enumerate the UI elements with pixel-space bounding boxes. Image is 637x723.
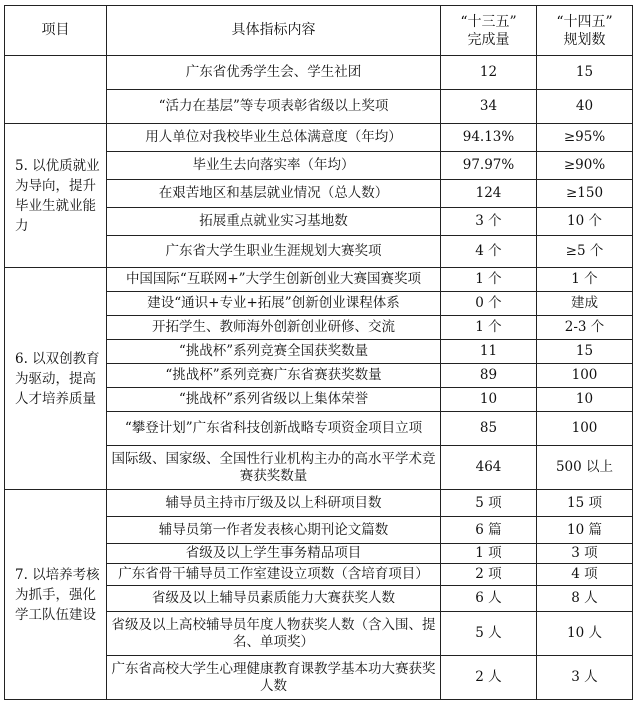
header-14th-line1: “十四五” [556, 13, 613, 30]
header-13th-line2: 完成量 [467, 31, 510, 48]
header-content: 具体指标内容 [107, 6, 441, 56]
done-cell: 11 [441, 340, 537, 364]
done-cell: 1 个 [441, 316, 537, 340]
group-cell-employment: 5. 以优质就业为导向，提升毕业生就业能力 [5, 124, 107, 268]
indicator-cell: “挑战杯”系列竞赛广东省赛获奖数量 [107, 364, 441, 388]
done-cell: 94.13% [441, 124, 537, 152]
indicator-cell: 广东省优秀学生会、学生社团 [107, 56, 441, 90]
plan-cell: 2-3 个 [537, 316, 633, 340]
indicator-cell: “活力在基层”等专项表彰省级以上奖项 [107, 90, 441, 124]
indicator-cell: 建设“通识+专业+拓展”创新创业课程体系 [107, 292, 441, 316]
done-cell: 10 [441, 388, 537, 412]
done-cell: 97.97% [441, 152, 537, 180]
plan-cell: 3 人 [537, 656, 633, 700]
indicator-cell: 广东省骨干辅导员工作室建设立项数（含培育项目） [107, 564, 441, 586]
done-cell: 2 项 [441, 564, 537, 586]
done-cell: 6 篇 [441, 517, 537, 544]
plan-cell: ≥95% [537, 124, 633, 152]
header-13th [441, 6, 537, 56]
group-cell-team: 7. 以培养考核为抓手，强化学工队伍建设 [5, 490, 107, 700]
indicator-cell: 辅导员第一作者发表核心期刊论文篇数 [107, 517, 441, 544]
plan-cell: 8 人 [537, 586, 633, 612]
group-cell-innovation: 6. 以双创教育为驱动，提高人才培养质量 [5, 268, 107, 490]
indicator-cell: 开拓学生、教师海外创新创业研修、交流 [107, 316, 441, 340]
done-cell: 85 [441, 412, 537, 446]
table-row [5, 268, 633, 292]
indicator-cell: 用人单位对我校毕业生总体满意度（年均） [107, 124, 441, 152]
header-14th-line2: 规划数 [563, 31, 606, 48]
done-cell: 3 个 [441, 208, 537, 236]
table-row [5, 490, 633, 517]
plan-cell: ≥90% [537, 152, 633, 180]
indicator-table [4, 5, 633, 700]
plan-cell: 15 [537, 340, 633, 364]
indicator-cell: “挑战杯”系列省级以上集体荣誉 [107, 388, 441, 412]
indicator-cell: 毕业生去向落实率（年均） [107, 152, 441, 180]
indicator-cell: 广东省大学生职业生涯规划大赛奖项 [107, 236, 441, 268]
plan-cell: 4 项 [537, 564, 633, 586]
indicator-cell: 广东省高校大学生心理健康教育课教学基本功大赛获奖人数 [107, 656, 441, 700]
plan-cell: 15 [537, 56, 633, 90]
plan-cell: 100 [537, 412, 633, 446]
indicator-cell: 省级及以上辅导员素质能力大赛获奖人数 [107, 586, 441, 612]
header-13th-line1: “十三五” [460, 13, 517, 30]
indicator-cell: 辅导员主持市厅级及以上科研项目数 [107, 490, 441, 517]
plan-cell: 1 个 [537, 268, 633, 292]
indicator-cell: 国际级、国家级、全国性行业机构主办的高水平学术竞赛获奖数量 [107, 446, 441, 490]
header-14th [537, 6, 633, 56]
done-cell: 2 人 [441, 656, 537, 700]
done-cell: 12 [441, 56, 537, 90]
plan-cell: 3 项 [537, 544, 633, 564]
indicator-cell: 拓展重点就业实习基地数 [107, 208, 441, 236]
plan-cell: 40 [537, 90, 633, 124]
indicator-cell: 省级及以上学生事务精品项目 [107, 544, 441, 564]
indicator-cell: “挑战杯”系列竞赛全国获奖数量 [107, 340, 441, 364]
done-cell: 124 [441, 180, 537, 208]
plan-cell: 10 人 [537, 612, 633, 656]
done-cell: 1 项 [441, 544, 537, 564]
plan-cell: 10 个 [537, 208, 633, 236]
plan-cell: ≥150 [537, 180, 633, 208]
plan-cell: 15 项 [537, 490, 633, 517]
plan-cell: 100 [537, 364, 633, 388]
indicator-cell: “攀登计划”广东省科技创新战略专项资金项目立项 [107, 412, 441, 446]
done-cell: 5 人 [441, 612, 537, 656]
done-cell: 34 [441, 90, 537, 124]
done-cell: 5 项 [441, 490, 537, 517]
indicator-cell: 中国国际“互联网+”大学生创新创业大赛国赛奖项 [107, 268, 441, 292]
plan-cell: 10 [537, 388, 633, 412]
plan-cell: ≥5 个 [537, 236, 633, 268]
header-item: 项目 [5, 6, 107, 56]
plan-cell: 500 以上 [537, 446, 633, 490]
table-row [5, 124, 633, 152]
done-cell: 6 人 [441, 586, 537, 612]
done-cell: 89 [441, 364, 537, 388]
plan-cell: 建成 [537, 292, 633, 316]
indicator-cell: 在艰苦地区和基层就业情况（总人数） [107, 180, 441, 208]
header-row [5, 6, 633, 56]
group-cell-continued [5, 56, 107, 124]
plan-cell: 10 篇 [537, 517, 633, 544]
done-cell: 464 [441, 446, 537, 490]
done-cell: 4 个 [441, 236, 537, 268]
indicator-cell: 省级及以上高校辅导员年度人物获奖人数（含入围、提名、单项奖） [107, 612, 441, 656]
done-cell: 0 个 [441, 292, 537, 316]
done-cell: 1 个 [441, 268, 537, 292]
table-row [5, 56, 633, 90]
